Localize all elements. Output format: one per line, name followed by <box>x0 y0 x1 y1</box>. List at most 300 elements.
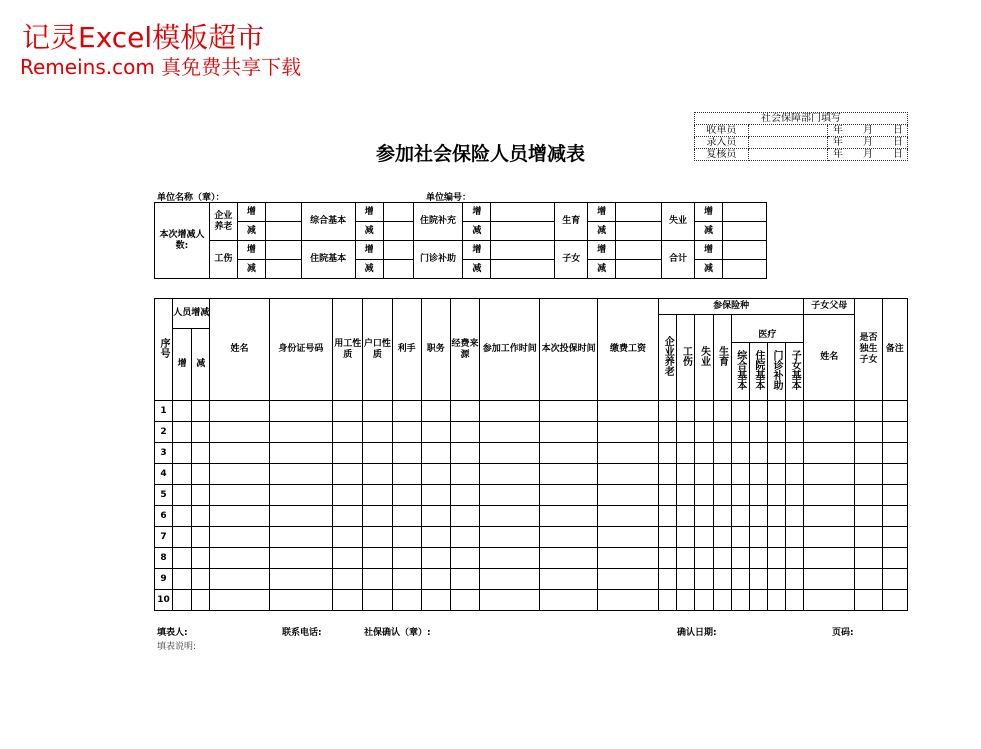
table-cell[interactable] <box>173 401 192 422</box>
table-cell[interactable] <box>392 401 421 422</box>
table-cell[interactable] <box>767 569 785 590</box>
table-cell[interactable] <box>677 569 695 590</box>
table-cell[interactable] <box>731 527 749 548</box>
dept-box-date[interactable]: 年 月 日 <box>828 149 908 161</box>
table-cell[interactable] <box>731 569 749 590</box>
confirm-date-label: 确认日期: <box>677 628 717 638</box>
table-cell[interactable] <box>421 527 450 548</box>
summary-cell[interactable] <box>265 222 301 241</box>
table-cell[interactable] <box>677 485 695 506</box>
table-cell[interactable] <box>269 401 332 422</box>
table-cell[interactable] <box>731 506 749 527</box>
summary-cell[interactable] <box>265 260 301 279</box>
row-seq: 8 <box>155 548 173 569</box>
col-hukou: 户口性质 <box>363 299 392 401</box>
table-cell[interactable] <box>882 506 907 527</box>
table-cell[interactable] <box>480 548 540 569</box>
summary-inc-label: 增 <box>588 203 616 222</box>
table-cell[interactable] <box>192 485 210 506</box>
table-cell[interactable] <box>786 485 804 506</box>
table-cell[interactable] <box>804 527 855 548</box>
table-cell[interactable] <box>597 506 658 527</box>
table-cell[interactable] <box>804 569 855 590</box>
table-cell[interactable] <box>450 422 479 443</box>
table-cell[interactable] <box>480 506 540 527</box>
table-cell[interactable] <box>210 443 269 464</box>
table-cell[interactable] <box>269 569 332 590</box>
table-cell[interactable] <box>767 527 785 548</box>
table-cell[interactable] <box>421 548 450 569</box>
summary-cell[interactable] <box>722 241 766 260</box>
table-cell[interactable] <box>597 422 658 443</box>
table-cell[interactable] <box>392 506 421 527</box>
table-cell[interactable] <box>210 569 269 590</box>
dept-box-heading: 社会保障部门填写 <box>695 113 908 125</box>
table-cell[interactable] <box>269 590 332 611</box>
table-cell[interactable] <box>269 443 332 464</box>
table-cell[interactable] <box>450 506 479 527</box>
table-cell[interactable] <box>450 485 479 506</box>
table-cell[interactable] <box>677 422 695 443</box>
table-cell[interactable] <box>333 401 363 422</box>
table-cell[interactable] <box>786 443 804 464</box>
table-cell[interactable] <box>713 464 731 485</box>
table-cell[interactable] <box>713 548 731 569</box>
dept-box-field[interactable] <box>748 137 828 149</box>
table-cell[interactable] <box>767 422 785 443</box>
table-cell[interactable] <box>731 443 749 464</box>
table-cell[interactable] <box>597 485 658 506</box>
col-seq: 序号 <box>155 299 173 401</box>
table-cell[interactable] <box>173 422 192 443</box>
table-row <box>155 464 908 485</box>
summary-category: 住院基本 <box>301 241 355 279</box>
dept-box-label: 录入员 <box>695 137 749 149</box>
table-cell[interactable] <box>786 464 804 485</box>
table-cell[interactable] <box>597 548 658 569</box>
table-cell[interactable] <box>749 506 767 527</box>
row-seq: 10 <box>155 590 173 611</box>
table-cell[interactable] <box>450 590 479 611</box>
table-cell[interactable] <box>192 422 210 443</box>
dept-box-field[interactable] <box>748 125 828 137</box>
table-cell[interactable] <box>786 548 804 569</box>
table-cell[interactable] <box>421 422 450 443</box>
table-cell[interactable] <box>269 422 332 443</box>
summary-dec-label: 减 <box>695 260 723 279</box>
table-cell[interactable] <box>333 590 363 611</box>
row-seq: 5 <box>155 485 173 506</box>
table-cell[interactable] <box>173 464 192 485</box>
table-cell[interactable] <box>855 422 882 443</box>
table-cell[interactable] <box>210 506 269 527</box>
table-cell[interactable] <box>713 506 731 527</box>
table-cell[interactable] <box>333 527 363 548</box>
table-row <box>155 548 908 569</box>
table-cell[interactable] <box>421 485 450 506</box>
table-cell[interactable] <box>540 590 597 611</box>
summary-cell[interactable] <box>722 222 766 241</box>
table-cell[interactable] <box>804 590 855 611</box>
table-cell[interactable] <box>695 569 713 590</box>
table-cell[interactable] <box>480 401 540 422</box>
col-dec: 减 <box>192 329 210 401</box>
table-cell[interactable] <box>767 506 785 527</box>
summary-dec-label: 减 <box>355 260 383 279</box>
summary-dec-label: 减 <box>463 222 491 241</box>
table-cell[interactable] <box>480 569 540 590</box>
table-cell[interactable] <box>786 401 804 422</box>
table-cell[interactable] <box>786 506 804 527</box>
table-cell[interactable] <box>677 401 695 422</box>
table-cell[interactable] <box>210 422 269 443</box>
table-cell[interactable] <box>421 443 450 464</box>
summary-cell[interactable] <box>616 260 662 279</box>
table-cell[interactable] <box>804 401 855 422</box>
table-cell[interactable] <box>882 485 907 506</box>
table-cell[interactable] <box>192 527 210 548</box>
table-cell[interactable] <box>540 569 597 590</box>
table-cell[interactable] <box>804 464 855 485</box>
row-seq: 3 <box>155 443 173 464</box>
table-cell[interactable] <box>804 443 855 464</box>
table-cell[interactable] <box>173 527 192 548</box>
table-cell[interactable] <box>421 590 450 611</box>
table-cell[interactable] <box>363 422 392 443</box>
confirm-label: 社保确认（章）: <box>364 628 431 638</box>
table-cell[interactable] <box>855 590 882 611</box>
table-cell[interactable] <box>767 401 785 422</box>
summary-cell[interactable] <box>491 203 555 222</box>
table-cell[interactable] <box>882 527 907 548</box>
table-cell[interactable] <box>421 506 450 527</box>
table-cell[interactable] <box>540 422 597 443</box>
table-cell[interactable] <box>855 485 882 506</box>
table-cell[interactable] <box>749 422 767 443</box>
table-cell[interactable] <box>713 590 731 611</box>
table-cell[interactable] <box>713 527 731 548</box>
phone-label: 联系电话: <box>282 628 322 638</box>
table-cell[interactable] <box>480 422 540 443</box>
dept-box-date[interactable]: 年 月 日 <box>828 137 908 149</box>
summary-cell[interactable] <box>616 203 662 222</box>
table-cell[interactable] <box>363 527 392 548</box>
table-cell[interactable] <box>882 401 907 422</box>
table-cell[interactable] <box>392 464 421 485</box>
table-cell[interactable] <box>597 464 658 485</box>
table-cell[interactable] <box>786 422 804 443</box>
summary-cell[interactable] <box>616 222 662 241</box>
table-cell[interactable] <box>173 548 192 569</box>
table-cell[interactable] <box>659 590 677 611</box>
table-cell[interactable] <box>677 548 695 569</box>
table-cell[interactable] <box>855 527 882 548</box>
table-cell[interactable] <box>210 590 269 611</box>
table-cell[interactable] <box>749 485 767 506</box>
table-cell[interactable] <box>659 527 677 548</box>
table-cell[interactable] <box>749 401 767 422</box>
table-cell[interactable] <box>659 464 677 485</box>
table-cell[interactable] <box>333 485 363 506</box>
dept-box-label: 复核员 <box>695 149 749 161</box>
table-cell[interactable] <box>392 569 421 590</box>
col-medical: 医疗 <box>731 329 803 343</box>
table-cell[interactable] <box>731 548 749 569</box>
table-cell[interactable] <box>269 506 332 527</box>
table-cell[interactable] <box>269 485 332 506</box>
table-cell[interactable] <box>597 569 658 590</box>
table-cell[interactable] <box>480 590 540 611</box>
summary-dec-label: 减 <box>695 222 723 241</box>
summary-cell[interactable] <box>383 222 413 241</box>
table-cell[interactable] <box>882 569 907 590</box>
table-cell[interactable] <box>882 422 907 443</box>
summary-cell[interactable] <box>383 203 413 222</box>
table-cell[interactable] <box>713 401 731 422</box>
col-med-clinic: 门诊补助 <box>767 343 785 401</box>
table-cell[interactable] <box>192 464 210 485</box>
table-cell[interactable] <box>333 422 363 443</box>
table-cell[interactable] <box>695 401 713 422</box>
summary-cell[interactable] <box>265 203 301 222</box>
summary-category: 子女 <box>555 241 588 279</box>
table-cell[interactable] <box>695 464 713 485</box>
table-cell[interactable] <box>804 422 855 443</box>
table-cell[interactable] <box>855 506 882 527</box>
table-cell[interactable] <box>882 548 907 569</box>
table-cell[interactable] <box>269 464 332 485</box>
table-cell[interactable] <box>749 443 767 464</box>
table-cell[interactable] <box>767 485 785 506</box>
table-cell[interactable] <box>450 527 479 548</box>
table-cell[interactable] <box>540 527 597 548</box>
table-cell[interactable] <box>363 485 392 506</box>
table-cell[interactable] <box>450 401 479 422</box>
table-cell[interactable] <box>804 485 855 506</box>
col-med-hosp: 住院基本 <box>749 343 767 401</box>
table-cell[interactable] <box>392 590 421 611</box>
col-emp-type: 用工性质 <box>333 299 363 401</box>
table-cell[interactable] <box>767 443 785 464</box>
table-cell[interactable] <box>363 443 392 464</box>
table-cell[interactable] <box>597 443 658 464</box>
summary-cell[interactable] <box>722 260 766 279</box>
table-cell[interactable] <box>855 443 882 464</box>
table-cell[interactable] <box>659 401 677 422</box>
table-cell[interactable] <box>392 422 421 443</box>
table-cell[interactable] <box>659 548 677 569</box>
table-cell[interactable] <box>269 548 332 569</box>
table-cell[interactable] <box>392 485 421 506</box>
table-cell[interactable] <box>695 548 713 569</box>
table-cell[interactable] <box>695 485 713 506</box>
summary-inc-label: 增 <box>695 203 723 222</box>
table-cell[interactable] <box>786 590 804 611</box>
table-cell[interactable] <box>540 464 597 485</box>
table-cell[interactable] <box>767 548 785 569</box>
summary-inc-label: 增 <box>355 241 383 260</box>
table-cell[interactable] <box>882 590 907 611</box>
summary-cell[interactable] <box>383 241 413 260</box>
table-cell[interactable] <box>192 548 210 569</box>
table-cell[interactable] <box>363 401 392 422</box>
table-cell[interactable] <box>421 464 450 485</box>
table-cell[interactable] <box>333 443 363 464</box>
table-row <box>155 527 908 548</box>
table-cell[interactable] <box>540 485 597 506</box>
table-cell[interactable] <box>333 464 363 485</box>
table-cell[interactable] <box>540 443 597 464</box>
summary-row-label: 本次增减人数: <box>155 203 210 279</box>
table-cell[interactable] <box>392 443 421 464</box>
summary-cell[interactable] <box>265 241 301 260</box>
table-cell[interactable] <box>786 569 804 590</box>
table-cell[interactable] <box>363 506 392 527</box>
table-cell[interactable] <box>713 485 731 506</box>
summary-cell[interactable] <box>491 260 555 279</box>
table-cell[interactable] <box>695 422 713 443</box>
table-cell[interactable] <box>540 548 597 569</box>
table-cell[interactable] <box>731 401 749 422</box>
table-cell[interactable] <box>677 464 695 485</box>
table-cell[interactable] <box>786 527 804 548</box>
table-cell[interactable] <box>210 401 269 422</box>
table-cell[interactable] <box>804 506 855 527</box>
table-cell[interactable] <box>480 527 540 548</box>
table-cell[interactable] <box>363 548 392 569</box>
table-cell[interactable] <box>421 569 450 590</box>
table-cell[interactable] <box>855 569 882 590</box>
table-cell[interactable] <box>855 464 882 485</box>
table-cell[interactable] <box>480 464 540 485</box>
table-cell[interactable] <box>749 548 767 569</box>
dept-box-field[interactable] <box>748 149 828 161</box>
table-cell[interactable] <box>731 464 749 485</box>
table-cell[interactable] <box>597 401 658 422</box>
table-cell[interactable] <box>392 527 421 548</box>
table-cell[interactable] <box>677 590 695 611</box>
page-label: 页码: <box>832 628 854 638</box>
table-cell[interactable] <box>731 485 749 506</box>
table-cell[interactable] <box>695 590 713 611</box>
table-cell[interactable] <box>749 590 767 611</box>
table-cell[interactable] <box>480 485 540 506</box>
table-cell[interactable] <box>192 401 210 422</box>
table-cell[interactable] <box>677 527 695 548</box>
col-med-basic: 综合基本 <box>731 343 749 401</box>
table-cell[interactable] <box>450 569 479 590</box>
summary-category: 失业 <box>662 203 695 241</box>
table-cell[interactable] <box>450 464 479 485</box>
table-cell[interactable] <box>695 443 713 464</box>
table-cell[interactable] <box>659 485 677 506</box>
table-cell[interactable] <box>882 464 907 485</box>
table-cell[interactable] <box>882 443 907 464</box>
table-cell[interactable] <box>210 548 269 569</box>
table-cell[interactable] <box>173 590 192 611</box>
table-cell[interactable] <box>855 401 882 422</box>
table-cell[interactable] <box>192 506 210 527</box>
table-cell[interactable] <box>731 590 749 611</box>
table-cell[interactable] <box>659 506 677 527</box>
summary-cell[interactable] <box>491 222 555 241</box>
table-cell[interactable] <box>480 443 540 464</box>
table-cell[interactable] <box>333 569 363 590</box>
table-cell[interactable] <box>363 569 392 590</box>
table-cell[interactable] <box>855 548 882 569</box>
table-cell[interactable] <box>450 443 479 464</box>
table-cell[interactable] <box>421 401 450 422</box>
summary-cell[interactable] <box>722 203 766 222</box>
summary-dec-label: 减 <box>588 222 616 241</box>
table-cell[interactable] <box>173 506 192 527</box>
table-cell[interactable] <box>192 443 210 464</box>
table-cell[interactable] <box>450 548 479 569</box>
table-cell[interactable] <box>210 464 269 485</box>
table-cell[interactable] <box>540 401 597 422</box>
table-cell[interactable] <box>713 422 731 443</box>
table-cell[interactable] <box>210 485 269 506</box>
table-cell[interactable] <box>392 548 421 569</box>
col-pension: 企业养老 <box>659 315 677 401</box>
dept-box-date[interactable]: 年 月 日 <box>828 125 908 137</box>
table-cell[interactable] <box>695 506 713 527</box>
summary-cell[interactable] <box>491 241 555 260</box>
table-cell[interactable] <box>749 527 767 548</box>
row-seq: 7 <box>155 527 173 548</box>
table-cell[interactable] <box>363 464 392 485</box>
table-cell[interactable] <box>173 443 192 464</box>
col-birth: 生育 <box>713 315 731 401</box>
table-cell[interactable] <box>192 590 210 611</box>
table-cell[interactable] <box>597 590 658 611</box>
col-change: 人员增减 <box>173 299 210 329</box>
table-cell[interactable] <box>731 422 749 443</box>
table-cell[interactable] <box>540 506 597 527</box>
table-cell[interactable] <box>333 506 363 527</box>
summary-category: 生育 <box>555 203 588 241</box>
summary-cell[interactable] <box>616 241 662 260</box>
table-cell[interactable] <box>659 569 677 590</box>
table-cell[interactable] <box>713 569 731 590</box>
summary-cell[interactable] <box>383 260 413 279</box>
table-cell[interactable] <box>767 464 785 485</box>
table-cell[interactable] <box>695 527 713 548</box>
table-cell[interactable] <box>597 527 658 548</box>
table-cell[interactable] <box>173 569 192 590</box>
table-cell[interactable] <box>192 569 210 590</box>
table-cell[interactable] <box>749 569 767 590</box>
table-cell[interactable] <box>659 422 677 443</box>
table-cell[interactable] <box>713 443 731 464</box>
summary-inc-label: 增 <box>588 241 616 260</box>
table-cell[interactable] <box>677 506 695 527</box>
table-cell[interactable] <box>210 527 269 548</box>
col-medical-spacer <box>731 315 803 329</box>
table-cell[interactable] <box>804 548 855 569</box>
table-cell[interactable] <box>363 590 392 611</box>
table-cell[interactable] <box>333 548 363 569</box>
summary-inc-label: 增 <box>695 241 723 260</box>
table-cell[interactable] <box>269 527 332 548</box>
col-duty: 职务 <box>421 299 450 401</box>
table-cell[interactable] <box>749 464 767 485</box>
table-cell[interactable] <box>767 590 785 611</box>
table-cell[interactable] <box>659 443 677 464</box>
table-cell[interactable] <box>677 443 695 464</box>
table-row <box>155 569 908 590</box>
table-cell[interactable] <box>173 485 192 506</box>
